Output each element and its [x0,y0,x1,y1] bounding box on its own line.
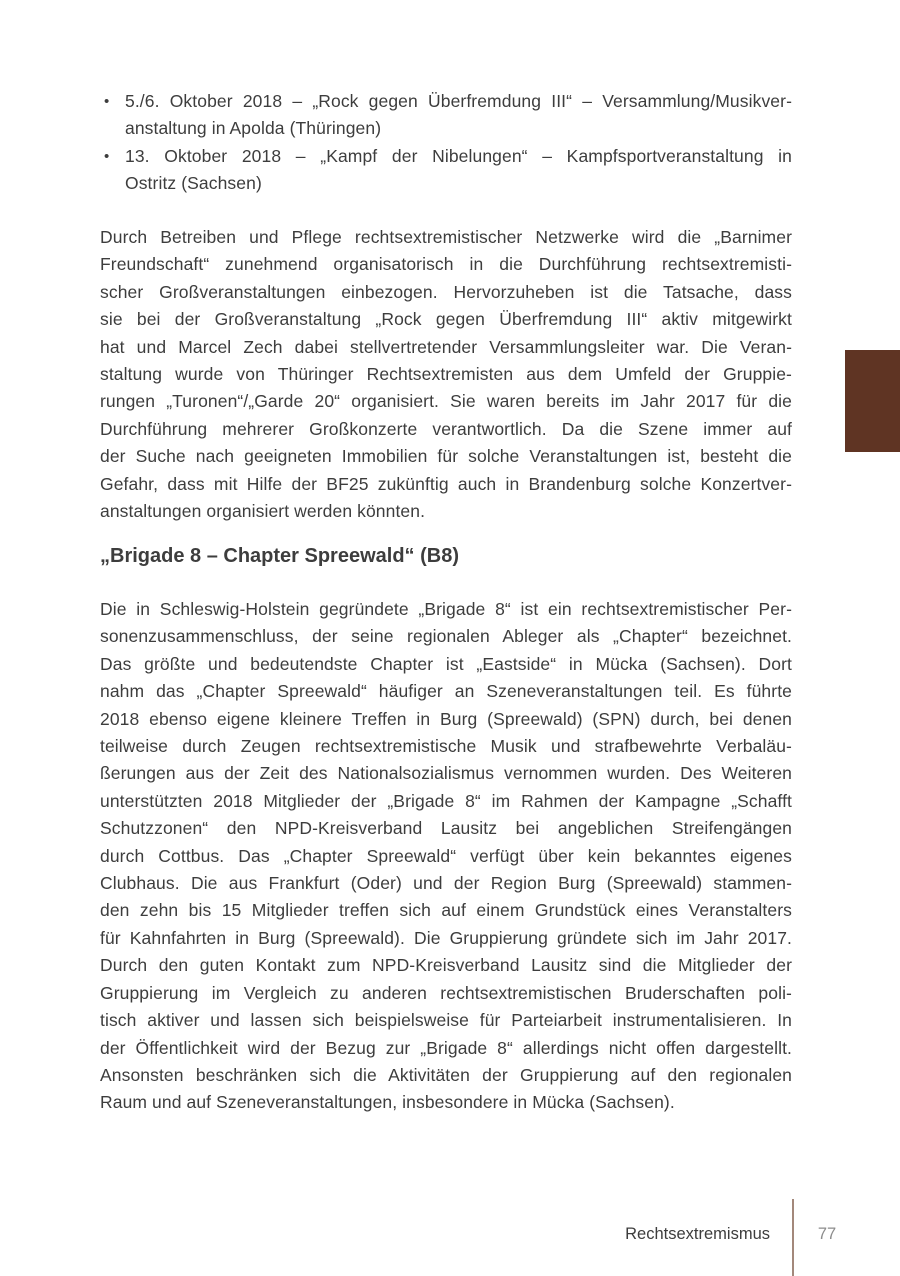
text-line: ßerungen aus der Zeit des Nationalsozialismus vernommen wurden. Des Weiteren [100,763,792,784]
text-line: 2018 ebenso eigene kleinere Treffen in Burg (Spreewald) (SPN) durch, bei denen [100,708,792,729]
text-line: Gefahr, dass mit Hilfe der BF25 zukünftig auch in Brandenburg solche Konzertver- [100,473,792,494]
text-line: der Öffentlichkeit wird der Bezug zur „Brigade 8“ allerdings nicht offen dargestellt. [100,1037,792,1058]
text-line: anstaltung in Apolda (Thüringen) [125,118,382,139]
list-item [100,88,792,143]
text-line: den zehn bis 15 Mitglieder treffen sich auf einem Grundstück eines Veranstalters [100,900,792,921]
text-line: Freundschaft“ zunehmend organisatorisch in die Durchführung rechtsextremisti- [100,254,792,275]
footer-section-label: Rechtsextremismus [625,1225,770,1243]
text-line: Raum und auf Szeneveranstaltungen, insbesondere in Mücka (Sachsen). [100,1092,675,1113]
paragraph-brigade-8 [100,596,792,1117]
text-line: der Suche nach geeigneten Immobilien für solche Veranstaltungen ist, besteht die [100,446,792,467]
text-line: rungen „Turonen“/„Garde 20“ organisiert. Sie waren bereits im Jahr 2017 für die [100,391,792,412]
bullet-icon: • [104,93,110,110]
page-number: 77 [817,1225,837,1243]
text-line: hat und Marcel Zech dabei stellvertretender Versammlungsleiter war. Die Veran- [100,336,792,357]
text-line: Durchführung mehrerer Großkonzerte verantwortlich. Da die Szene immer auf [100,418,792,439]
text-line: nahm das „Chapter Spreewald“ häufiger an Szeneveranstaltungen teil. Es führte [100,681,792,702]
text-line: sonenzusammenschluss, der seine regionalen Ableger als „Chapter“ bezeichnet. [100,626,792,647]
chapter-marker-tab [845,350,900,452]
text-line: teilweise durch Zeugen rechtsextremistische Musik und strafbewehrte Verbaläu- [100,736,792,757]
text-line: tisch aktiver und lassen sich beispielsweise für Parteiarbeit instrumentalisieren. In [100,1010,792,1031]
text-line: 13. Oktober 2018 – „Kampf der Nibelungen“ – Kampfsportveranstaltung in [125,145,792,166]
text-line: Clubhaus. Die aus Frankfurt (Oder) und der Region Burg (Spreewald) stammen- [100,873,792,894]
text-line: Ansonsten beschränken sich die Aktivitäten der Gruppierung auf den regionalen [100,1064,792,1085]
text-line: durch Cottbus. Das „Chapter Spreewald“ verfügt über kein bekanntes eigenes [100,845,792,866]
list-item [100,143,792,198]
text-line: Ostritz (Sachsen) [125,173,262,194]
paragraph-barnimer-freundschaft [100,224,792,525]
text-line: scher Großveranstaltungen einbezogen. Hervorzuheben ist die Tatsache, dass [100,281,792,302]
text-line: sie bei der Großveranstaltung „Rock gegen Überfremdung III“ aktiv mitgewirkt [100,309,792,330]
text-line: Durch Betreiben und Pflege rechtsextremistischer Netzwerke wird die „Barnimer [100,227,792,247]
text-line: unterstützten 2018 Mitglieder der „Brigade 8“ im Rahmen der Kampagne „Schafft [100,790,792,811]
text-line: Schutzzonen“ den NPD-Kreisverband Lausitz bei angeblichen Streifengängen [100,818,792,839]
text-line: Das größte und bedeutendste Chapter ist „Eastside“ in Mücka (Sachsen). Dort [100,653,792,674]
text-line: 5./6. Oktober 2018 – „Rock gegen Überfremdung III“ – Versammlung/Musikver- [125,91,792,111]
text-line: für Kahnfahrten in Burg (Spreewald). Die Gruppierung gründete sich im Jahr 2017. [100,927,792,948]
list-item-text [125,143,792,198]
text-line: Gruppierung im Vergleich zu anderen rechtsextremistischen Bruderschaften poli- [100,982,792,1003]
list-item-text [125,88,792,143]
text-line: Durch den guten Kontakt zum NPD-Kreisverband Lausitz sind die Mitglieder der [100,955,792,976]
bullet-icon: • [104,147,110,165]
text-line: Die in Schleswig-Holstein gegründete „Brigade 8“ ist ein rechtsextremistischer Per- [100,599,792,619]
section-heading-brigade-8: „Brigade 8 – Chapter Spreewald“ (B8) [100,545,459,567]
event-bullet-list [100,88,792,198]
text-line: staltung wurde von Thüringer Rechtsextremisten aus dem Umfeld der Gruppie- [100,364,792,385]
text-line: anstaltungen organisiert werden könnten. [100,501,426,522]
footer-divider [792,1199,794,1276]
